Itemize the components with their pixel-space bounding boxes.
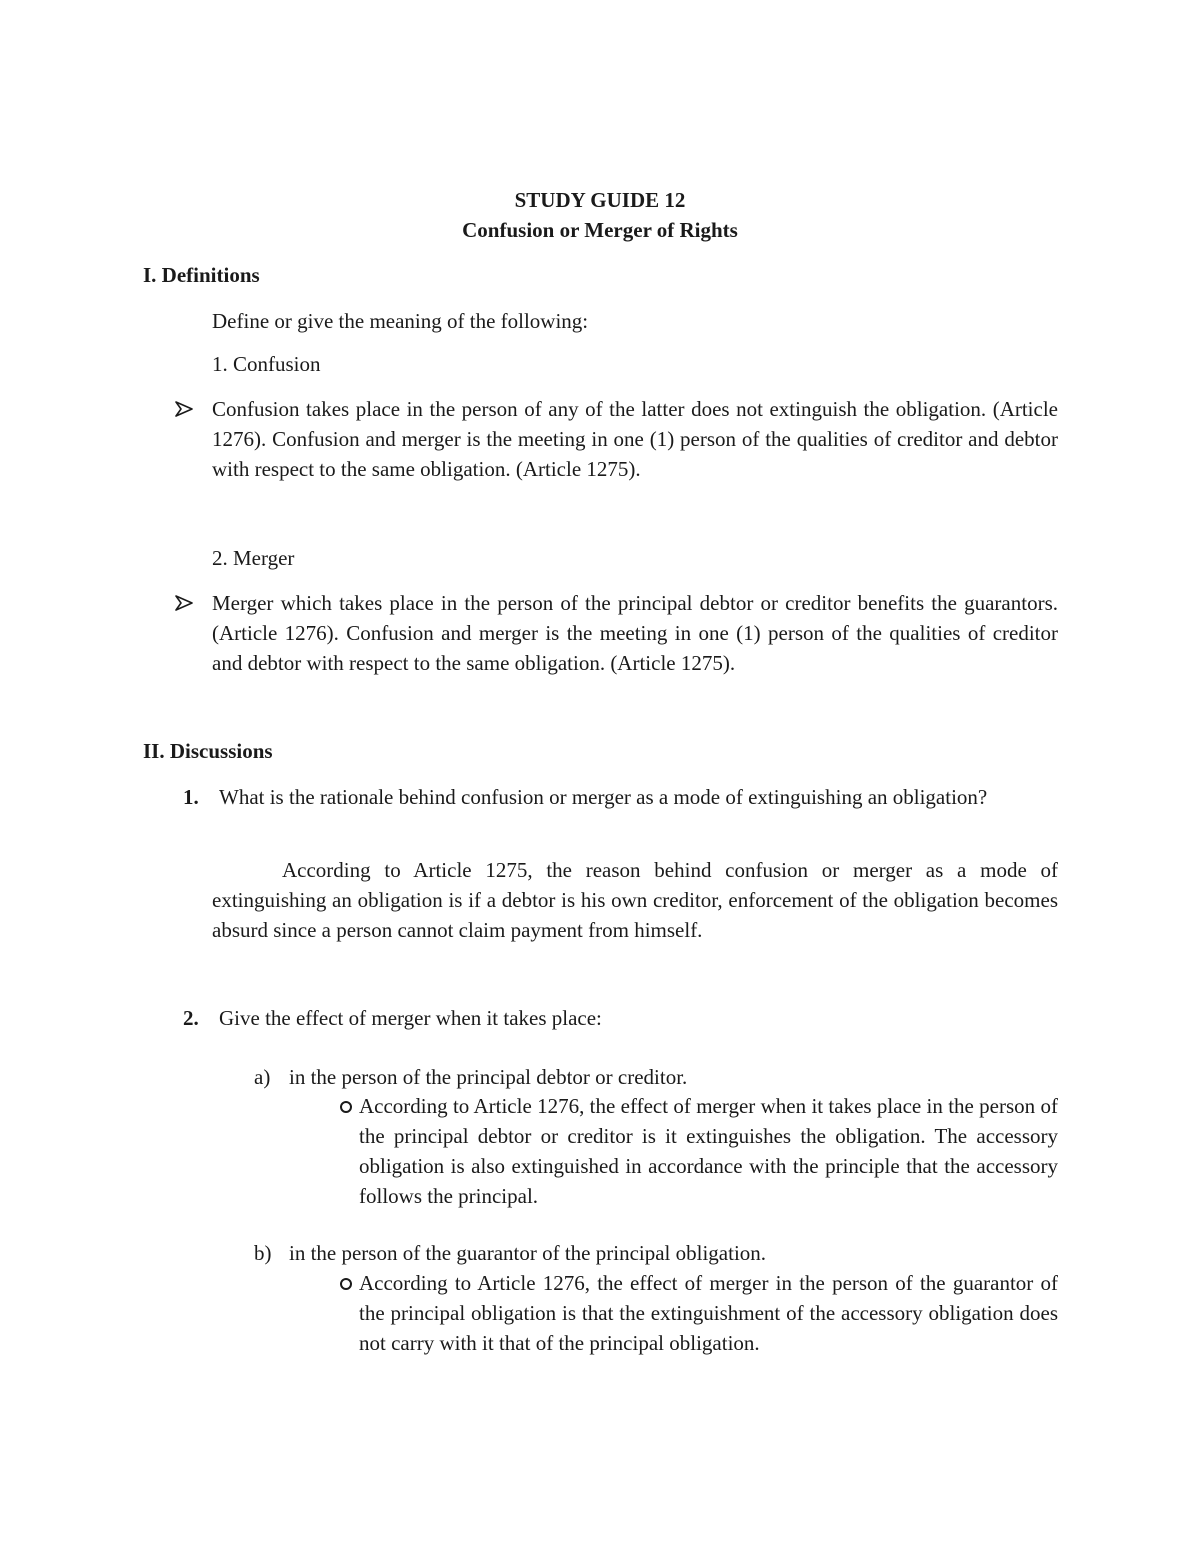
arrow-bullet-icon bbox=[175, 588, 197, 618]
definition-item-merger bbox=[175, 588, 1058, 678]
sub-answer-a-text: According to Article 1276, the effect of merger when it takes place in the person of the principal debtor or creditor is it extinguishes the obligation. The accessory obligation is also extinguished in accordance with the principle that the accessory follows the principal. bbox=[359, 1094, 1058, 1208]
question-1 bbox=[183, 782, 1058, 812]
question-number: 2. bbox=[183, 1006, 199, 1030]
section-heading-discussions: II. Discussions bbox=[143, 739, 273, 763]
definitions-intro: Define or give the meaning of the following: bbox=[212, 309, 589, 333]
document-title: STUDY GUIDE 12 bbox=[514, 188, 686, 212]
sub-answer-b-text: According to Article 1276, the effect of merger in the person of the guarantor of the principal obligation is that the extinguishment of the accessory obligation does not carry with it that of the principal obligation. bbox=[359, 1271, 1058, 1355]
circle-bullet-icon bbox=[340, 1091, 357, 1121]
question-2-text: Give the effect of merger when it takes place: bbox=[219, 1006, 602, 1030]
question-number: 1. bbox=[183, 785, 199, 809]
sub-item-b-label: b) bbox=[254, 1241, 272, 1265]
sub-answer-b bbox=[340, 1268, 1058, 1358]
definition-item-confusion bbox=[175, 394, 1058, 484]
definition-label-merger: 2. Merger bbox=[212, 546, 295, 570]
circle-bullet-icon bbox=[340, 1268, 357, 1298]
question-1-text: What is the rationale behind confusion or merger as a mode of extinguishing an obligation? bbox=[219, 785, 988, 809]
arrow-bullet-icon bbox=[175, 394, 197, 424]
section-heading-definitions: I. Definitions bbox=[143, 263, 260, 287]
definition-text-confusion: Confusion takes place in the person of any of the latter does not extinguish the obligation. (Article 1276). Confusion and merger is the meeting in one (1) person of the qualities of creditor and debtor with respect to the same obligation. (Article 1275). bbox=[212, 397, 1058, 481]
answer-1-text: According to Article 1275, the reason behind confusion or merger as a mode of extinguishing an obligation is if a debtor is his own creditor, enforcement of the obligation becomes absurd since a person cannot claim payment from himself. bbox=[212, 858, 1058, 942]
document-subtitle: Confusion or Merger of Rights bbox=[462, 218, 738, 242]
sub-item-b-text: in the person of the guarantor of the principal obligation. bbox=[289, 1241, 767, 1265]
sub-answer-a bbox=[340, 1091, 1058, 1211]
sub-item-a-label: a) bbox=[254, 1065, 271, 1089]
definition-label-confusion: 1. Confusion bbox=[212, 352, 321, 376]
sub-item-a-text: in the person of the principal debtor or creditor. bbox=[289, 1065, 688, 1089]
definition-text-merger: Merger which takes place in the person of the principal debtor or creditor benefits the guarantors. (Article 1276). Confusion and merger is the meeting in one (1) person of the qualities of creditor and debtor with respect to the same obligation. (Article 1275). bbox=[212, 591, 1058, 675]
question-2 bbox=[183, 1003, 1058, 1033]
